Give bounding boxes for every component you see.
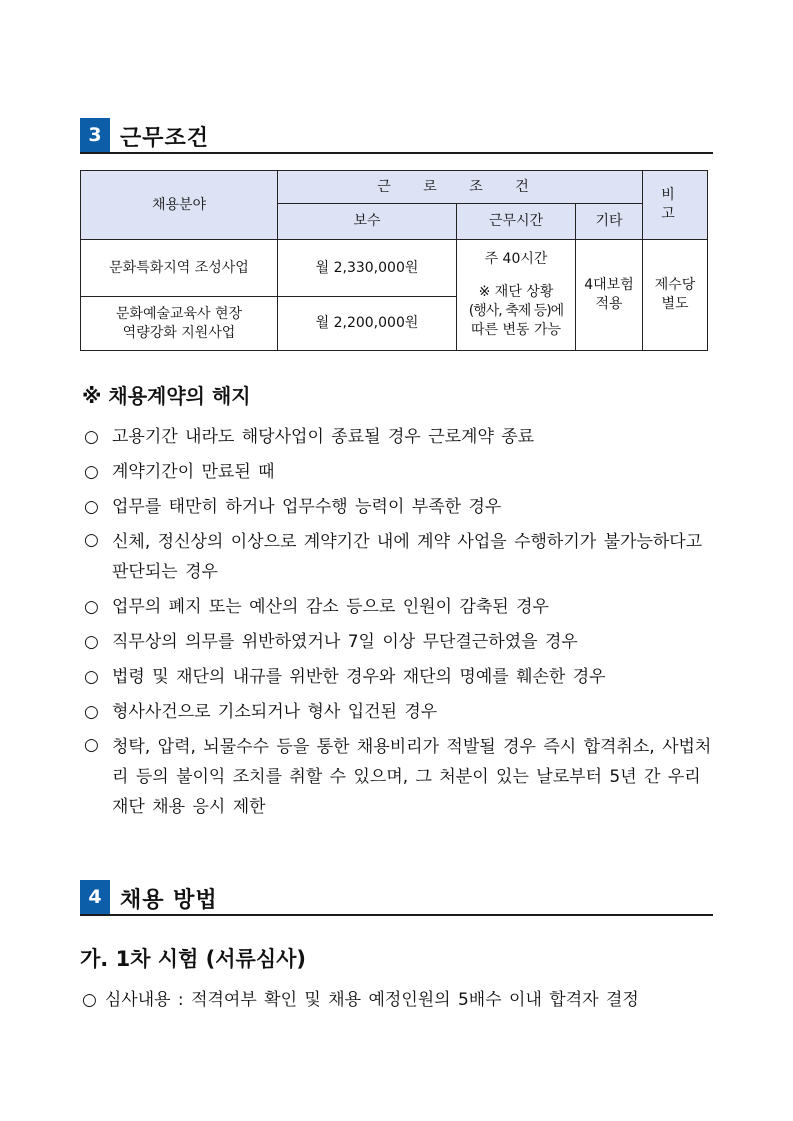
circle-bullet-icon: ○ bbox=[84, 462, 99, 482]
list-item bbox=[84, 420, 724, 455]
etc-line: 적용 bbox=[595, 296, 623, 312]
circle-bullet-icon: ○ bbox=[84, 497, 99, 517]
list-item bbox=[84, 695, 724, 730]
row2-field-line: 문화예술교육사 현장 bbox=[115, 305, 243, 322]
table-row bbox=[81, 240, 708, 297]
hours-line: 주 40시간 bbox=[484, 251, 548, 268]
row1-pay: 월 2,330,000원 bbox=[278, 240, 457, 297]
circle-bullet-icon: ○ bbox=[84, 667, 99, 687]
section-4-header bbox=[80, 880, 713, 916]
list-item-text: 형사사건으로 기소되거나 형사 입건된 경우 bbox=[112, 702, 438, 722]
list-item-text: 직무상의 의무를 위반하였거나 7일 이상 무단결근하였을 경우 bbox=[112, 632, 578, 652]
section-title: 채용 방법 bbox=[120, 888, 218, 913]
list-item bbox=[84, 625, 724, 660]
list-item bbox=[84, 590, 724, 625]
circle-bullet-icon: ○ bbox=[84, 427, 99, 447]
circle-bullet-icon: ○ bbox=[84, 530, 99, 550]
header-note: 비 고 bbox=[643, 171, 708, 240]
list-item bbox=[84, 455, 724, 490]
section-number: 3 bbox=[80, 118, 110, 152]
circle-bullet-icon: ○ bbox=[84, 632, 99, 652]
list-item-text: 계약기간이 만료된 때 bbox=[112, 462, 275, 482]
list-item bbox=[84, 490, 724, 525]
circle-bullet-icon: ○ bbox=[84, 735, 99, 755]
note-line: 별도 bbox=[661, 296, 689, 312]
section-number: 4 bbox=[80, 880, 110, 914]
termination-list bbox=[84, 420, 724, 825]
header-pay: 보수 bbox=[278, 204, 457, 240]
list-item-text: 청탁, 압력, 뇌물수수 등을 통한 채용비리가 적발될 경우 즉시 합격취소, 사법처리 등의 불이익 조치를 취할 수 있으며, 그 처분이 있는 날로부터 5년 간 우리 재단 채용 응시 제한 bbox=[112, 737, 712, 817]
list-item-text: 신체, 정신상의 이상으로 계약기간 내에 계약 사업을 수행하기가 불가능하다고 판단되는 경우 bbox=[112, 532, 703, 582]
row1-field: 문화특화지역 조성사업 bbox=[81, 240, 278, 297]
note-cell bbox=[643, 240, 708, 351]
hours-cell bbox=[457, 240, 576, 351]
section-title: 근무조건 bbox=[120, 126, 210, 151]
list-item-text: 업무의 폐지 또는 예산의 감소 등으로 인원이 감축된 경우 bbox=[112, 597, 549, 617]
row2-field-line: 역량강화 지원사업 bbox=[122, 324, 236, 341]
circle-bullet-icon: ○ bbox=[84, 702, 99, 722]
row2-pay: 월 2,200,000원 bbox=[278, 297, 457, 351]
header-conditions: 근 로 조 건 bbox=[278, 171, 643, 204]
list-item bbox=[84, 730, 724, 825]
list-item bbox=[84, 525, 724, 590]
working-conditions-table bbox=[80, 170, 708, 351]
header-etc: 기타 bbox=[576, 204, 643, 240]
note-line: 제수당 bbox=[654, 277, 696, 294]
list-item bbox=[84, 660, 724, 695]
list-item-text: 법령 및 재단의 내규를 위반한 경우와 재단의 명예를 훼손한 경우 bbox=[112, 667, 606, 687]
termination-title: ※ 채용계약의 해지 bbox=[82, 384, 251, 408]
circle-bullet-icon: ○ bbox=[82, 990, 97, 1010]
hours-line: 따른 변동 가능 bbox=[470, 321, 562, 338]
header-field: 채용분야 bbox=[81, 171, 278, 240]
section-3-header bbox=[80, 118, 713, 154]
hours-line: ※ 재단 상황 bbox=[478, 284, 554, 301]
list-item-text: 업무를 태만히 하거나 업무수행 능력이 부족한 경우 bbox=[112, 497, 502, 517]
step1-title: 가. 1차 시험 (서류심사) bbox=[80, 947, 307, 971]
circle-bullet-icon: ○ bbox=[84, 597, 99, 617]
step1-item bbox=[82, 985, 639, 1010]
etc-line: 4대보험 bbox=[584, 277, 634, 294]
hours-line: (행사, 축제 등)에 bbox=[468, 303, 564, 319]
header-hours: 근무시간 bbox=[457, 204, 576, 240]
row2-field bbox=[81, 297, 278, 351]
step1-item-text: 심사내용 : 적격여부 확인 및 채용 예정인원의 5배수 이내 합격자 결정 bbox=[104, 990, 639, 1010]
list-item-text: 고용기간 내라도 해당사업이 종료될 경우 근로계약 종료 bbox=[112, 427, 535, 447]
etc-cell bbox=[576, 240, 643, 351]
